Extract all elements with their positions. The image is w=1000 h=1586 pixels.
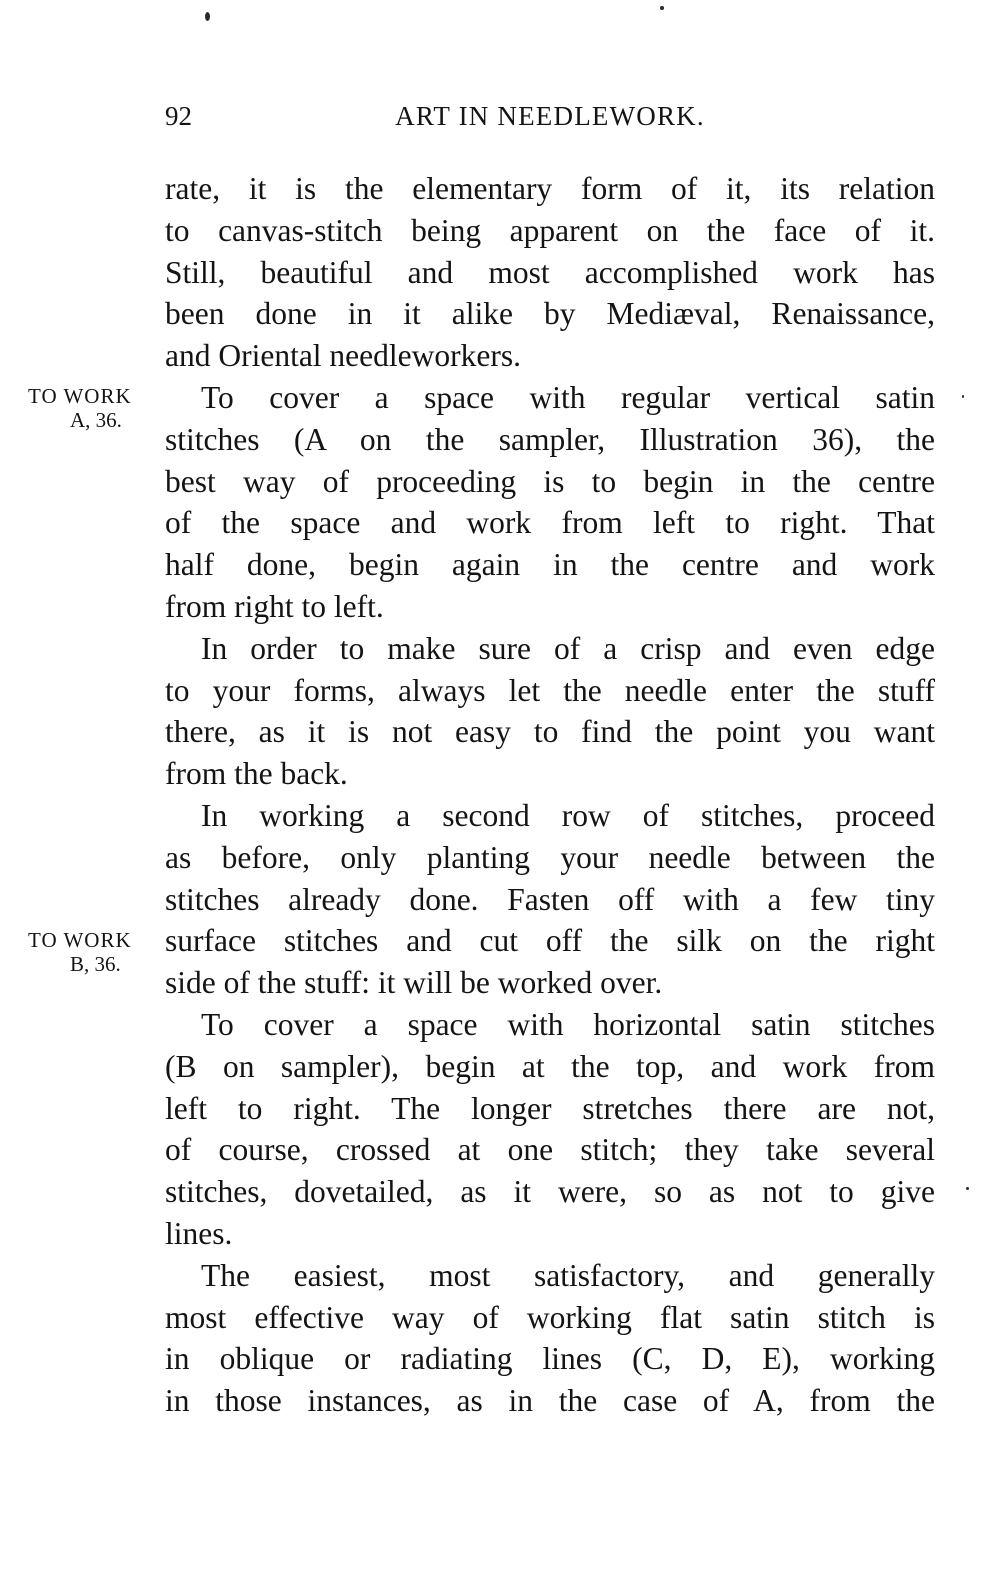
- text-line: side of the stuff: it will be worked over.: [165, 965, 663, 1001]
- text-line: as before, only planting your needle between the: [165, 839, 935, 875]
- text-line: and Oriental needleworkers.: [165, 338, 521, 374]
- text-line: To cover a space with regular vertical satin: [201, 379, 935, 415]
- text-line: (B on sampler), begin at the top, and work from: [165, 1048, 935, 1084]
- text-line: stitches, dovetailed, as it were, so as not to give: [165, 1174, 935, 1210]
- text-line: been done in it alike by Mediæval, Renaissance,: [165, 296, 935, 332]
- body-text: [165, 168, 935, 1422]
- book-title: ART IN NEEDLEWORK.: [395, 101, 705, 131]
- text-line: lines.: [165, 1215, 233, 1251]
- print-speck: [660, 6, 664, 10]
- text-line: left to right. The longer stretches there are not,: [165, 1090, 935, 1126]
- text-line: of the space and work from left to right. That: [165, 505, 935, 541]
- text-line: stitches already done. Fasten off with a few tiny: [165, 881, 935, 917]
- margin-note-label: TO WORK: [28, 384, 132, 408]
- text-line: The easiest, most satisfactory, and generally: [201, 1257, 935, 1293]
- print-speck: [966, 1187, 969, 1190]
- text-line: of course, crossed at one stitch; they take several: [165, 1132, 935, 1168]
- margin-note-ref: B, 36.: [70, 952, 121, 976]
- text-line: To cover a space with horizontal satin stitches: [201, 1006, 935, 1042]
- margin-note-a: [28, 384, 150, 432]
- page-number: 92: [165, 101, 192, 131]
- text-line: rate, it is the elementary form of it, its relation: [165, 171, 935, 206]
- text-line: surface stitches and cut off the silk on the right: [165, 923, 935, 959]
- margin-note-ref: A, 36.: [70, 408, 122, 432]
- text-line: in oblique or radiating lines (C, D, E), working: [165, 1341, 935, 1377]
- text-line: In order to make sure of a crisp and even edge: [201, 630, 935, 666]
- text-line: from the back.: [165, 756, 348, 792]
- margin-note-label: TO WORK: [28, 928, 132, 952]
- text-line: best way of proceeding is to begin in the centre: [165, 463, 935, 499]
- print-speck: [205, 12, 210, 21]
- text-line: most effective way of working flat satin stitch is: [165, 1299, 935, 1335]
- text-line: in those instances, as in the case of A, from the: [165, 1383, 935, 1419]
- text-line: stitches (A on the sampler, Illustration 36), the: [165, 421, 935, 457]
- print-speck: [962, 395, 964, 398]
- text-line: there, as it is not easy to find the point you want: [165, 714, 935, 750]
- running-head: [165, 98, 935, 138]
- text-line: Still, beautiful and most accomplished work has: [165, 254, 935, 290]
- text-line: to canvas-stitch being apparent on the face of it.: [165, 212, 935, 248]
- text-line: from right to left.: [165, 588, 384, 624]
- text-line: In working a second row of stitches, proceed: [201, 797, 935, 833]
- text-line: half done, begin again in the centre and work: [165, 547, 935, 583]
- text-line: to your forms, always let the needle enter the stuff: [165, 672, 935, 708]
- margin-note-b: [28, 928, 150, 976]
